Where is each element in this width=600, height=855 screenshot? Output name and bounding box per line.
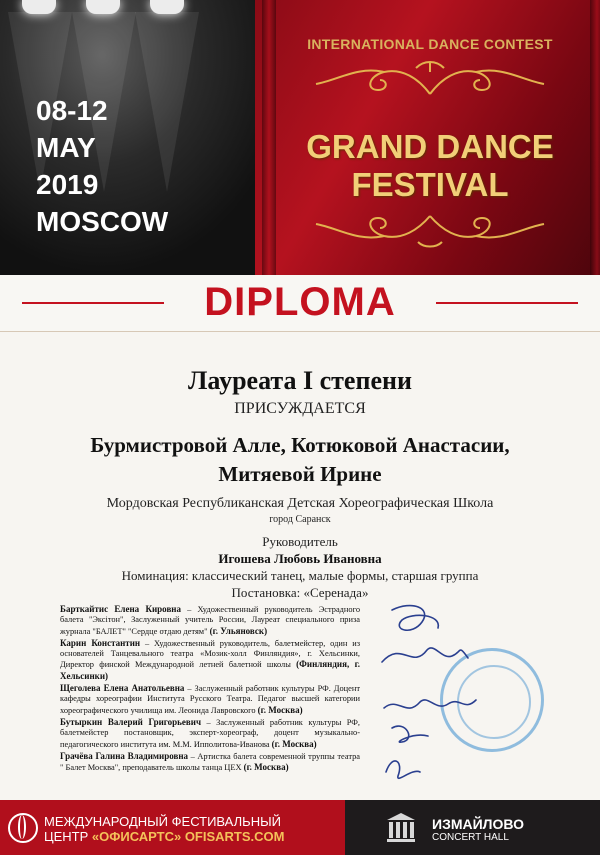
spotlight-icon bbox=[22, 0, 56, 14]
date-month: MAY bbox=[36, 132, 96, 163]
divider-line bbox=[22, 302, 164, 304]
jury-list bbox=[60, 604, 360, 774]
signature bbox=[392, 726, 428, 742]
organizer-line1: МЕЖДУНАРОДНЫЙ ФЕСТИВАЛЬНЫЙ bbox=[44, 814, 281, 829]
jury-member bbox=[60, 751, 360, 774]
jury-member-desc: – Заслуженный работник культуры РФ, балетмейстер постановщик, эксперт-хореограф, доцент музыкально-педагогического института им. М.М. Ипполитова-Иванова bbox=[60, 717, 360, 749]
jury-member-name: Грачёва Галина Владимировна bbox=[60, 750, 189, 761]
jury-member-desc: – Художественный руководитель Эстрадного балета "Эксітон", Заслуженный учитель России, Лауреат специального приза журнала "БАЛЕТ" "Сердце отдаю детям" bbox=[60, 605, 361, 636]
jury-member bbox=[60, 717, 360, 750]
organizer-block bbox=[0, 800, 345, 855]
globe-icon bbox=[8, 813, 38, 843]
awarded-label: ПРИСУЖДАЕТСЯ bbox=[234, 400, 366, 417]
organizer-center: ЦЕНТР bbox=[44, 829, 92, 844]
festival-title-line2: FESTIVAL bbox=[351, 166, 509, 203]
jury-member-place: (Финляндия, г. Хельсинки) bbox=[60, 659, 360, 681]
jury-member-name: Барткайтис Елена Кировна bbox=[60, 604, 181, 614]
jury-member-name: Бутыркин Валерий Григорьевич bbox=[60, 716, 202, 727]
nomination: Номинация: классический танец, малые формы, старшая группа bbox=[121, 568, 479, 583]
organizer-line2 bbox=[44, 829, 284, 844]
jury-member bbox=[60, 604, 360, 637]
contest-label: INTERNATIONAL DANCE CONTEST bbox=[307, 36, 553, 52]
jury-member bbox=[60, 638, 360, 682]
jury-member-place: (г. Москва) bbox=[243, 762, 289, 773]
school-name: Мордовская Республиканская Детская Хореографическая Школа bbox=[106, 496, 494, 511]
jury-member bbox=[60, 683, 360, 716]
leader-name: Игошева Любовь Ивановна bbox=[218, 551, 382, 566]
date-year: 2019 bbox=[36, 169, 99, 200]
divider-line bbox=[436, 302, 578, 304]
spotlight-icon bbox=[150, 0, 184, 14]
footer bbox=[0, 800, 600, 855]
jury-member-place: (г. Ульяновск) bbox=[209, 625, 268, 636]
venue-subtitle: CONCERT HALL bbox=[432, 832, 509, 843]
date-range: 08-12 bbox=[36, 95, 108, 126]
signature bbox=[382, 648, 468, 662]
city-name: город Саранск bbox=[269, 514, 331, 525]
recipient-names bbox=[40, 431, 560, 489]
jury-member-place: (г. Москва) bbox=[271, 738, 317, 749]
recipient-names-line1: Бурмистровой Алле, Котюковой Анастасии, bbox=[90, 433, 510, 457]
jury-member-desc: – Артистка балета современной труппы театра " Балет Москва", преподаватель школы танца ЦЕХ bbox=[60, 751, 360, 773]
jury-member-name: Щеголева Елена Анатольевна bbox=[60, 683, 185, 694]
signature bbox=[384, 700, 476, 708]
signature bbox=[392, 606, 438, 631]
leader-label: Руководитель bbox=[262, 534, 338, 549]
date-city: MOSCOW bbox=[36, 206, 169, 237]
venue-block bbox=[432, 816, 524, 843]
jury-member-name: Карин Константин bbox=[60, 637, 141, 648]
venue-name: ИЗМАЙЛОВО bbox=[432, 816, 525, 832]
signature bbox=[386, 761, 420, 778]
curtain-fold bbox=[262, 0, 276, 275]
hero-banner bbox=[0, 0, 600, 275]
jury-signatures bbox=[372, 600, 532, 795]
ornament-flourish bbox=[298, 208, 562, 250]
jury-member-desc: – Художественный руководитель, балетмейстер, один из основателей Танцевального театра «Мозик-холл Финляндия», г. Хельсинки, Директор финской Международной летней балетной школы bbox=[60, 638, 360, 670]
jury-member-desc: – Заслуженный работник культуры РФ. Доцент кафедры хореографии Института Русского Театра. Педагог высшей категории хореографического училища им. Леонида Лавровского bbox=[60, 684, 360, 715]
curtain-fold bbox=[590, 0, 600, 275]
jury-member-place: (г. Москва) bbox=[257, 704, 303, 715]
festival-title-line1: GRAND DANCE bbox=[306, 128, 554, 165]
building-icon bbox=[386, 812, 416, 842]
spotlight-icon bbox=[86, 0, 120, 14]
recipient-names-line2: Митяевой Ирине bbox=[218, 462, 382, 486]
organizer-text bbox=[44, 814, 284, 844]
ornament-flourish bbox=[298, 58, 562, 100]
diploma-title: DIPLOMA bbox=[204, 280, 396, 324]
festival-title bbox=[295, 128, 565, 204]
organizer-brand: «ОФИСАРТС» bbox=[91, 829, 182, 844]
event-dates bbox=[36, 92, 168, 240]
organizer-site: OFISARTS.COM bbox=[181, 829, 285, 844]
award-degree: Лауреата I степени bbox=[188, 366, 412, 395]
production-title: Постановка: «Серенада» bbox=[231, 585, 369, 600]
